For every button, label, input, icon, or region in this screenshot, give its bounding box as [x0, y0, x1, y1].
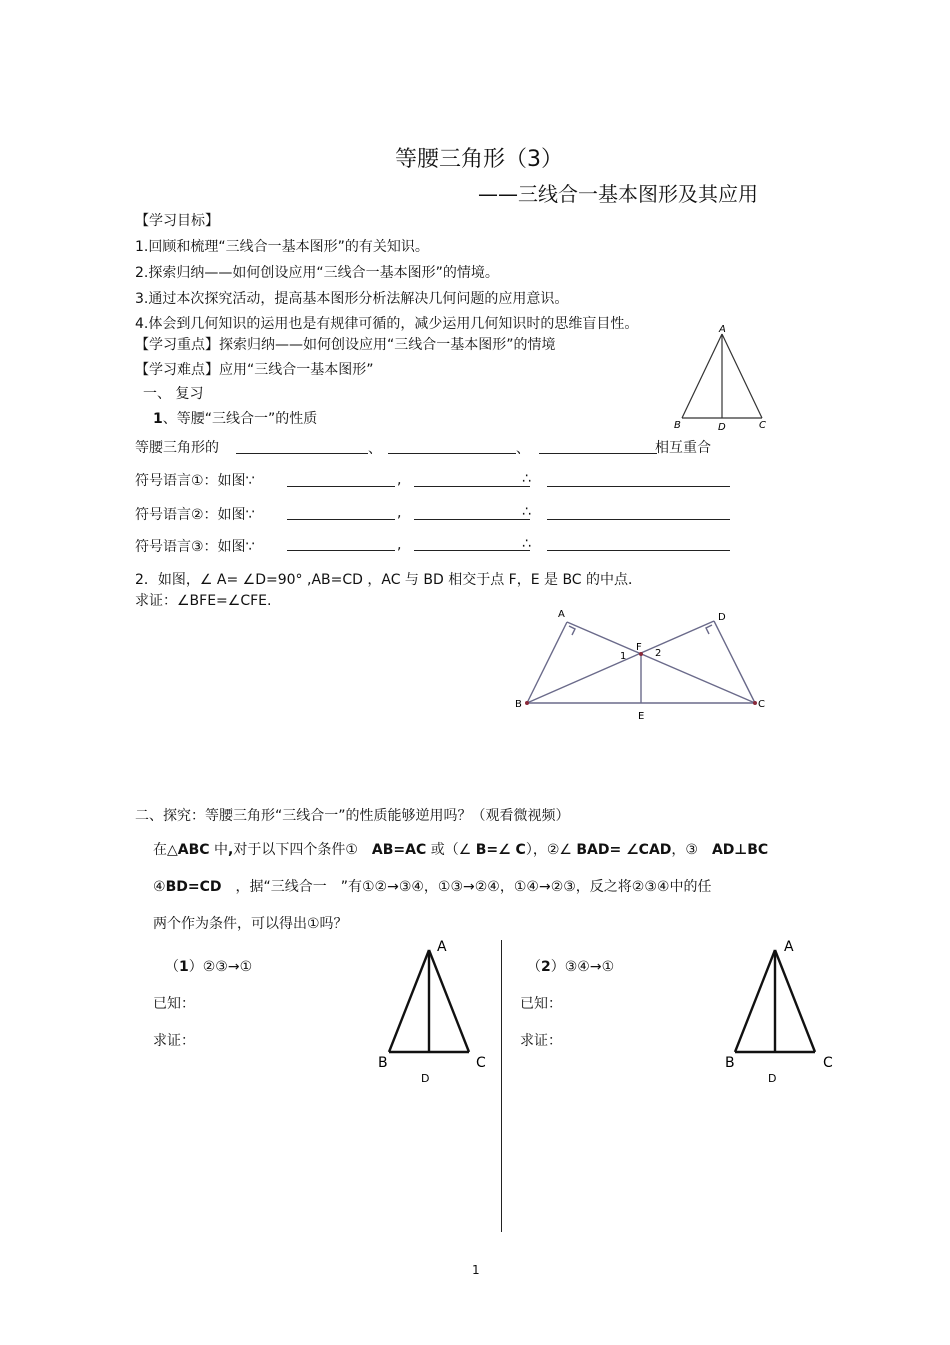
vertex-label-a: A	[784, 939, 794, 955]
blank-line[interactable]	[547, 550, 730, 551]
angle-label-1: 1	[620, 651, 627, 662]
vertex-label-c: C	[476, 1055, 486, 1071]
text-bold: BD=CD	[165, 879, 222, 895]
difficulty: 【学习难点】应用“三线合一基本图形”	[135, 362, 374, 378]
vertex-label-a: A	[558, 609, 565, 620]
question-2-text: 2．如图，∠ A= ∠D=90° ,AB=CD ，AC 与 BD 相交于点 F，E 是 BC 的中点．	[135, 572, 643, 588]
text: ）③④→①	[550, 959, 615, 975]
text: ），②∠	[525, 842, 577, 858]
problem-number: 2	[541, 959, 551, 975]
vertex-label-b: B	[725, 1055, 735, 1071]
text-bold: BAD= ∠CAD	[576, 842, 672, 858]
problem-number: 1	[179, 959, 189, 975]
prove-label: 求证：	[520, 1033, 562, 1049]
blank-line[interactable]	[414, 519, 530, 520]
text: ，据“三线合一 ”有①②→③④，①③→②④，①④→②③，反之将②③④中的任	[221, 879, 712, 895]
symbol-language-3: 符号语言③：如图∵	[135, 539, 255, 555]
vertex-label-c: C	[759, 420, 766, 431]
explore-line-3: 两个作为条件，可以得出①吗？	[153, 916, 348, 932]
vertex-label-d: D	[421, 1072, 430, 1085]
explore-line-2	[153, 876, 711, 896]
blank-line[interactable]	[287, 519, 395, 520]
separator: 、	[368, 441, 382, 457]
vertex-label-a: A	[719, 324, 726, 335]
blank-line[interactable]	[547, 486, 730, 487]
triangle-figure-1	[372, 932, 502, 1087]
vertex-label-b: B	[674, 420, 681, 431]
text: ④	[153, 879, 166, 895]
text: 对于以下四个条件①	[233, 842, 372, 858]
review-item-1	[153, 408, 317, 428]
text: （	[165, 959, 179, 975]
problem-2-label	[527, 956, 614, 976]
comma: ,	[397, 537, 402, 553]
blank-line[interactable]	[236, 453, 368, 454]
fill-prefix: 等腰三角形的	[135, 440, 219, 456]
comma: ,	[397, 505, 402, 521]
blank-line[interactable]	[547, 519, 730, 520]
blank-line[interactable]	[388, 453, 516, 454]
text-bold: AB=AC	[371, 842, 427, 858]
vertex-label-d: D	[718, 612, 726, 623]
blank-line[interactable]	[287, 486, 395, 487]
review-item-1-text: 、等腰“三线合一”的性质	[162, 411, 318, 427]
objectives-heading: 【学习目标】	[135, 213, 219, 229]
blank-line[interactable]	[414, 486, 530, 487]
therefore-symbol: ∴	[522, 504, 531, 520]
separator: 、	[516, 441, 530, 457]
page-number: 1	[472, 1263, 480, 1277]
explore-heading: 二、探究：等腰三角形“三线合一”的性质能够逆用吗？（观看微视频）	[135, 808, 570, 824]
vertex-label-d: D	[718, 422, 726, 433]
text: 在△	[153, 842, 178, 858]
vertex-label-c: C	[758, 699, 765, 710]
triangle-figure-2	[718, 932, 848, 1087]
objective-item: 2.探索归纳——如何创设应用“三线合一基本图形”的情境。	[135, 265, 499, 281]
page-subtitle: ——三线合一基本图形及其应用	[478, 182, 758, 206]
text-bold: ,	[228, 842, 234, 858]
blank-line[interactable]	[414, 550, 530, 551]
isosceles-triangle-figure	[668, 320, 778, 436]
symbol-language-2: 符号语言②：如图∵	[135, 507, 255, 523]
blank-line[interactable]	[287, 550, 395, 551]
problem-1-label	[165, 956, 252, 976]
explore-line-1	[153, 839, 768, 859]
known-label: 已知：	[520, 996, 562, 1012]
comma: ,	[397, 472, 402, 488]
vertex-label-e: E	[638, 711, 645, 722]
vertex-label-b: B	[515, 699, 522, 710]
angle-label-2: 2	[655, 648, 662, 659]
therefore-symbol: ∴	[522, 536, 531, 552]
blank-line[interactable]	[539, 453, 657, 454]
text-bold: ABC	[177, 842, 210, 858]
text: （	[527, 959, 541, 975]
page-title: 等腰三角形（3）	[395, 147, 563, 172]
crossing-triangles-figure	[512, 602, 772, 724]
text: 或（∠	[426, 842, 476, 858]
vertex-label-d: D	[768, 1072, 777, 1085]
objective-item: 4.体会到几何知识的运用也是有规律可循的，减少运用几何知识时的思维盲目性。	[135, 316, 639, 332]
prove-label: 求证：	[153, 1033, 195, 1049]
vertex-label-f: F	[636, 642, 642, 653]
fill-suffix: 相互重合	[655, 440, 711, 456]
objective-item: 3.通过本次探究活动，提高基本图形分析法解决几何问题的应用意识。	[135, 291, 569, 307]
text-bold: AD⊥BC	[711, 842, 769, 858]
vertex-label-b: B	[378, 1055, 388, 1071]
known-label: 已知：	[153, 996, 195, 1012]
text: ）②③→①	[188, 959, 253, 975]
vertex-label-c: C	[823, 1055, 833, 1071]
key-point: 【学习重点】探索归纳——如何创设应用“三线合一基本图形”的情境	[135, 337, 556, 353]
text: 中	[209, 842, 229, 858]
question-2-prove: 求证：∠BFE=∠CFE.	[135, 593, 272, 609]
text-bold: B=∠ C	[475, 842, 526, 858]
review-item-1-number: 1	[153, 411, 163, 427]
vertex-label-a: A	[437, 939, 447, 955]
therefore-symbol: ∴	[522, 471, 531, 487]
objective-item: 1.回顾和梳理“三线合一基本图形”的有关知识。	[135, 239, 429, 255]
column-divider	[501, 940, 502, 1232]
text: ，③	[671, 842, 712, 858]
review-heading: 一、 复习	[143, 386, 204, 402]
symbol-language-1: 符号语言①：如图∵	[135, 473, 255, 489]
